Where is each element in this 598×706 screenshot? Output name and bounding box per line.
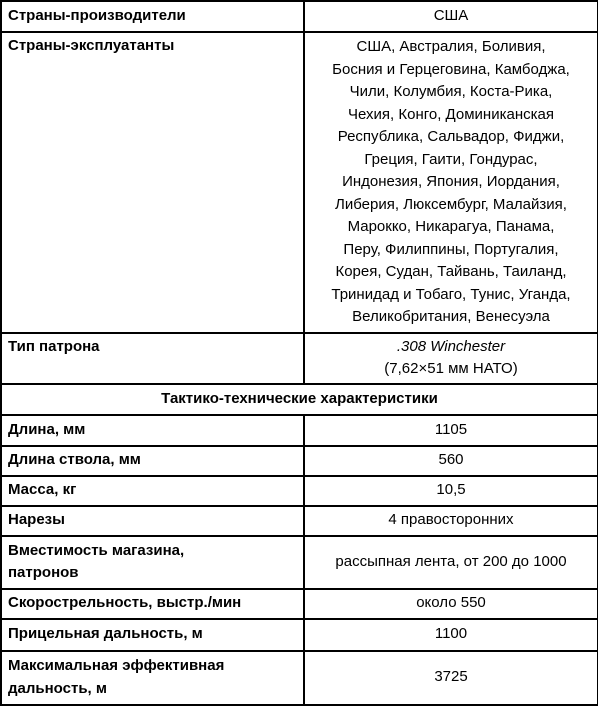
operators-line: Корея, Судан, Тайвань, Таиланд, (335, 263, 567, 280)
max-effective-range-label-line: Максимальная эффективная (8, 657, 225, 674)
table-row-operators (1, 32, 598, 333)
table-row-length (1, 415, 598, 446)
cartridge-value (304, 333, 598, 384)
cartridge-label: Тип патрона (1, 333, 304, 384)
sight-range-value: 1100 (304, 619, 598, 651)
magazine-label-line: Вместимость магазина, (8, 541, 185, 559)
max-effective-range-value: 3725 (304, 651, 598, 705)
length-value: 1105 (304, 415, 598, 446)
operators-line: США, Австралия, Боливия, (356, 38, 546, 55)
producers-value: США (304, 1, 598, 32)
rate-of-fire-label: Скорострельность, выстр./мин (1, 589, 304, 619)
magazine-value: рассыпная лента, от 200 до 1000 (304, 536, 598, 589)
operators-line: Индонезия, Япония, Иордания, (342, 173, 560, 190)
operators-line: Либерия, Люксембург, Малайзия, (335, 195, 567, 213)
producers-label: Страны-производители (1, 1, 304, 32)
magazine-label (1, 536, 304, 589)
table-row-max-effective-range (1, 651, 598, 705)
operators-line: Греция, Гаити, Гондурас, (364, 150, 538, 168)
operators-line: Чехия, Конго, Доминиканская (348, 105, 554, 123)
cartridge-nato-designation: (7,62×51 мм НАТО) (384, 360, 518, 377)
operators-line: Марокко, Никарагуа, Панама, (347, 218, 555, 235)
operators-line: Республика, Сальвадор, Фиджи, (337, 128, 565, 145)
operators-line: Тринидад и Тобаго, Тунис, Уганда, (331, 285, 571, 303)
mass-value: 10,5 (304, 476, 598, 506)
table-row-mass (1, 476, 598, 506)
table-row-cartridge (1, 333, 598, 384)
rifling-label: Нарезы (1, 506, 304, 536)
table-row-rifling (1, 506, 598, 536)
length-label: Длина, мм (1, 415, 304, 446)
cartridge-name: .308 Winchester (396, 337, 506, 355)
table-row-section-header (1, 384, 598, 415)
magazine-label-line: патронов (8, 564, 79, 581)
operators-line: Перу, Филиппины, Португалия, (343, 240, 559, 258)
barrel-length-label: Длина ствола, мм (1, 446, 304, 476)
table-row-producers (1, 1, 598, 32)
rifling-value: 4 правосторонних (304, 506, 598, 536)
max-effective-range-label-line: дальность, м (8, 679, 107, 697)
operators-line: Чили, Колумбия, Коста-Рика, (349, 83, 553, 100)
operators-line: Великобритания, Венесуэла (352, 308, 550, 325)
table-row-rate-of-fire (1, 589, 598, 619)
section-header: Тактико-технические характеристики (1, 384, 598, 415)
table-row-magazine (1, 536, 598, 589)
operators-label: Страны-эксплуатанты (1, 32, 304, 333)
mass-label: Масса, кг (1, 476, 304, 506)
barrel-length-value: 560 (304, 446, 598, 476)
max-effective-range-label (1, 651, 304, 705)
operators-value (304, 32, 598, 333)
table-row-barrel-length (1, 446, 598, 476)
sight-range-label: Прицельная дальность, м (1, 619, 304, 651)
rate-of-fire-value: около 550 (304, 589, 598, 619)
table-row-sight-range (1, 619, 598, 651)
operators-line: Босния и Герцеговина, Камбоджа, (332, 60, 570, 78)
